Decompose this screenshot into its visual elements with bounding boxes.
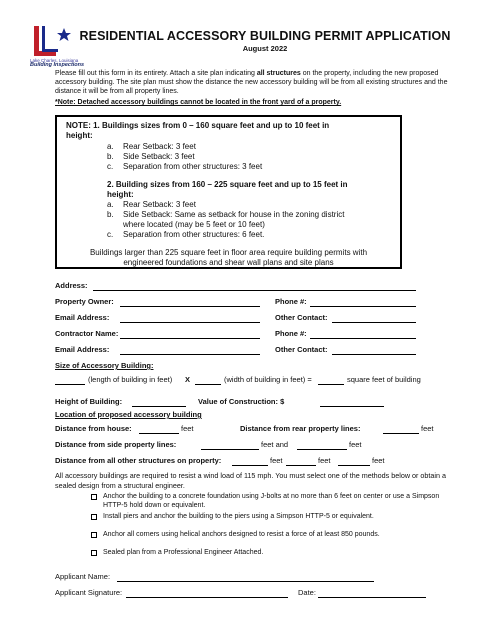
contractor-label: Contractor Name:	[55, 329, 119, 338]
note-2a: Rear Setback: 3 feet	[123, 200, 196, 209]
option-4-text: Sealed plan from a Professional Engineer Attached.	[103, 549, 264, 556]
size-heading: Size of Accessory Building:	[55, 361, 154, 370]
note-heading-1b: height:	[66, 131, 93, 140]
contact1-label: Other Contact:	[275, 313, 328, 322]
contact2-label: Other Contact:	[275, 345, 328, 354]
phone2-label: Phone #:	[275, 329, 307, 338]
dist-other-unit-1: feet	[270, 456, 283, 465]
dist-rear-unit: feet	[421, 424, 434, 433]
times-sign: X	[185, 375, 191, 384]
address-field[interactable]	[93, 283, 416, 291]
option-4-checkbox[interactable]	[91, 550, 97, 556]
option-3-checkbox[interactable]	[91, 532, 97, 538]
height-label: Height of Building:	[55, 397, 123, 406]
note-1a: Rear Setback: 3 feet	[123, 142, 196, 151]
note-2b-cont: where located (may be 5 feet or 10 feet)	[123, 220, 265, 229]
note-1b-key: b.	[107, 152, 114, 161]
applicant-signature-field[interactable]	[126, 590, 288, 598]
intro-paragraph	[55, 69, 455, 96]
sqft-label: square feet of building	[347, 375, 421, 384]
note-footer-2: engineered foundations and shear wall plans and site plans	[123, 258, 334, 267]
width-field[interactable]	[195, 377, 221, 385]
dist-other-unit-2: feet	[318, 456, 331, 465]
dist-side-field-2[interactable]	[297, 442, 347, 450]
note-heading-1: NOTE: 1. Buildings sizes from 0 – 160 square feet and up to 10 feet in	[66, 121, 330, 130]
dist-side-field-1[interactable]	[201, 442, 259, 450]
note-2b-key: b.	[107, 210, 114, 219]
phone2-field[interactable]	[310, 331, 416, 339]
form-date: August 2022	[242, 44, 288, 53]
intro-text-b: on the property, including the new proposed accessory building. The site plan must show the distance the new accessory building will be from all existing structures and the distance it will be from all property lines.	[55, 70, 448, 95]
contractor-field[interactable]	[120, 331, 260, 339]
note-1c: Separation from other structures: 3 feet	[123, 162, 263, 171]
dist-side-unit: feet	[349, 440, 362, 449]
dist-rear-label: Distance from rear property lines:	[240, 424, 361, 433]
phone1-label: Phone #:	[275, 297, 307, 306]
length-label: (length of building in feet)	[88, 375, 173, 384]
note-heading-2b: height:	[107, 190, 134, 199]
wind-load-text: All accessory buildings are required to resist a wind load of 115 mph. You must select one of the methods below or obtain a sealed design from a structural engineer.	[55, 471, 447, 490]
email2-label: Email Address:	[55, 345, 110, 354]
sqft-field[interactable]	[318, 377, 344, 385]
date-field[interactable]	[318, 590, 426, 598]
email1-field[interactable]	[120, 315, 260, 323]
address-label: Address:	[55, 281, 88, 290]
note-2c-key: c.	[107, 230, 114, 239]
dist-other-field-1[interactable]	[232, 458, 268, 466]
intro-bold: all structures	[256, 70, 301, 77]
option-2-text: Install piers and anchor the building to the piers using a Simpson HTTP-5 or equivalent.	[103, 513, 374, 520]
dist-rear-field[interactable]	[383, 426, 419, 434]
cost-label: Value of Construction: $	[198, 397, 285, 406]
option-2-checkbox[interactable]	[91, 514, 97, 520]
dist-house-field[interactable]	[139, 426, 179, 434]
dist-other-field-2[interactable]	[286, 458, 316, 466]
dist-other-label: Distance from all other structures on property:	[55, 456, 222, 465]
cost-field[interactable]	[320, 399, 384, 407]
note-2a-key: a.	[107, 200, 114, 209]
note-footer-1: Buildings larger than 225 square feet in floor area require building permits with	[89, 248, 368, 257]
email1-label: Email Address:	[55, 313, 110, 322]
note-heading-2: 2. Building sizes from 160 – 225 square feet and up to 15 feet in	[107, 180, 348, 189]
department-name: Building Inspections	[30, 62, 85, 68]
location-heading: Location of proposed accessory building	[55, 410, 202, 419]
height-field[interactable]	[132, 399, 186, 407]
owner-field[interactable]	[120, 299, 260, 307]
length-field[interactable]	[55, 377, 85, 385]
applicant-name-label: Applicant Name:	[55, 572, 111, 581]
note-1c-key: c.	[107, 162, 114, 171]
dist-other-unit-3: feet	[372, 456, 385, 465]
applicant-signature-label: Applicant Signature:	[55, 588, 123, 597]
contact2-field[interactable]	[332, 347, 416, 355]
dist-house-unit: feet	[181, 424, 194, 433]
dist-other-field-3[interactable]	[338, 458, 370, 466]
note-1b: Side Setback: 3 feet	[123, 152, 195, 161]
option-1-checkbox[interactable]	[91, 494, 97, 500]
front-yard-note: *Note: Detached accessory buildings cannot be located in the front yard of a property.	[55, 99, 342, 106]
date-label: Date:	[298, 588, 316, 597]
width-label: (width of building in feet) =	[224, 375, 312, 384]
dist-side-label: Distance from side property lines:	[55, 440, 177, 449]
option-1-text: Anchor the building to a concrete foundation using J-bolts at no more than 6 feet on center or use a Simpson HTTP-5 hold down or equivalent.	[103, 493, 440, 509]
logo-subtext: Lake Charles, Louisiana	[30, 58, 79, 63]
note-2b: Side Setback: Same as setback for house in the zoning district	[123, 210, 345, 219]
phone1-field[interactable]	[310, 299, 416, 307]
owner-label: Property Owner:	[55, 297, 114, 306]
dist-side-and: feet and	[261, 440, 289, 449]
intro-text-a: Please fill out this form in its entirety. Attach a site plan indicating	[55, 70, 257, 77]
email2-field[interactable]	[120, 347, 260, 355]
dist-house-label: Distance from house:	[55, 424, 132, 433]
contact1-field[interactable]	[332, 315, 416, 323]
note-2c: Separation from other structures: 6 feet.	[123, 230, 265, 239]
note-1a-key: a.	[107, 142, 114, 151]
applicant-name-field[interactable]	[117, 574, 374, 582]
option-3-text: Anchor all corners using helical anchors designed to resist a force of at least 850 pounds.	[103, 531, 380, 538]
page-title: RESIDENTIAL ACCESSORY BUILDING PERMIT APPLICATION	[79, 29, 451, 43]
